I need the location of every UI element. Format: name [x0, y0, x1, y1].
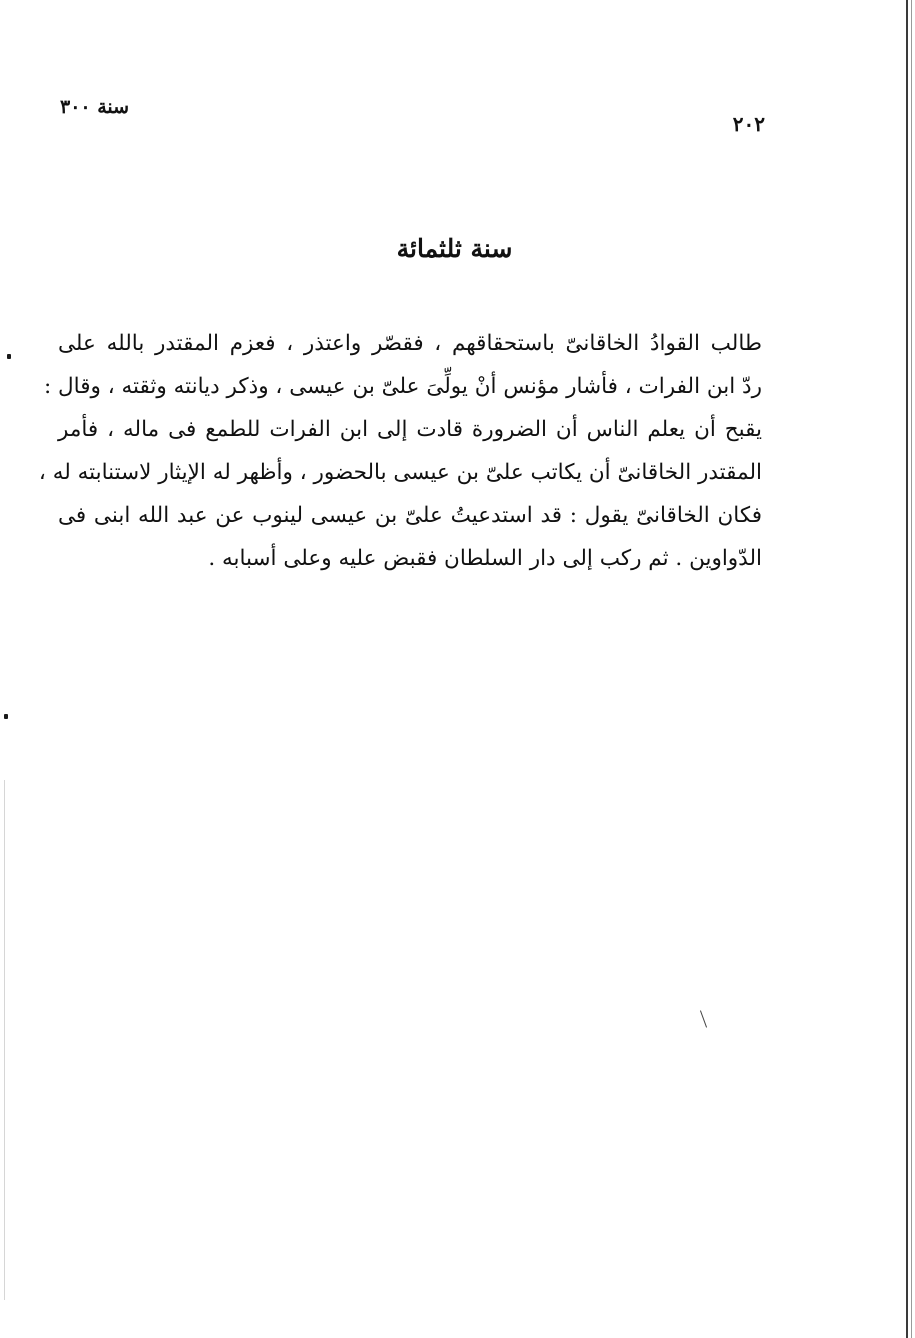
- paragraph-line: المقتدر الخاقانىّ أن يكاتب علىّ بن عيسى بالحضور ، وأظهر له الإيثار لاستنابته له ،: [38, 460, 762, 485]
- scan-edge-mark: [4, 780, 5, 1300]
- scan-speck: [4, 714, 8, 719]
- paragraph-line: الدّواوين . ثم ركب إلى دار السلطان فقبض عليه وعلى أسبابه .: [208, 546, 762, 571]
- section-title: [0, 234, 915, 263]
- body-paragraph: [38, 322, 762, 580]
- scan-stroke-mark: [700, 1010, 707, 1027]
- running-header-year: سنة ٣٠٠: [60, 96, 130, 118]
- scan-speck: [7, 354, 11, 359]
- paragraph-line: ردّ ابن الفرات ، فأشار مؤنس أنْ يولِّىَ علىّ بن عيسى ، وذكر ديانته وثقته ، وقال :: [43, 374, 762, 399]
- page-number: ٢٠٢: [732, 112, 765, 136]
- binding-edge-shadow: [911, 0, 912, 1338]
- binding-edge-line: [906, 0, 908, 1338]
- paragraph-line: فكان الخاقانىّ يقول : قد استدعيتُ علىّ بن عيسى لينوب عن عبد الله ابنى فى: [58, 503, 762, 528]
- paragraph-line: طالب القوادُ الخاقانىّ باستحقاقهم ، فقصّر واعتذر ، فعزم المقتدر بالله على: [58, 331, 762, 356]
- section-title-text: سنة ثلثمائة: [396, 234, 513, 263]
- paragraph-line: يقبح أن يعلم الناس أن الضرورة قادت إلى ابن الفرات للطمع فى ماله ، فأمر: [58, 417, 762, 442]
